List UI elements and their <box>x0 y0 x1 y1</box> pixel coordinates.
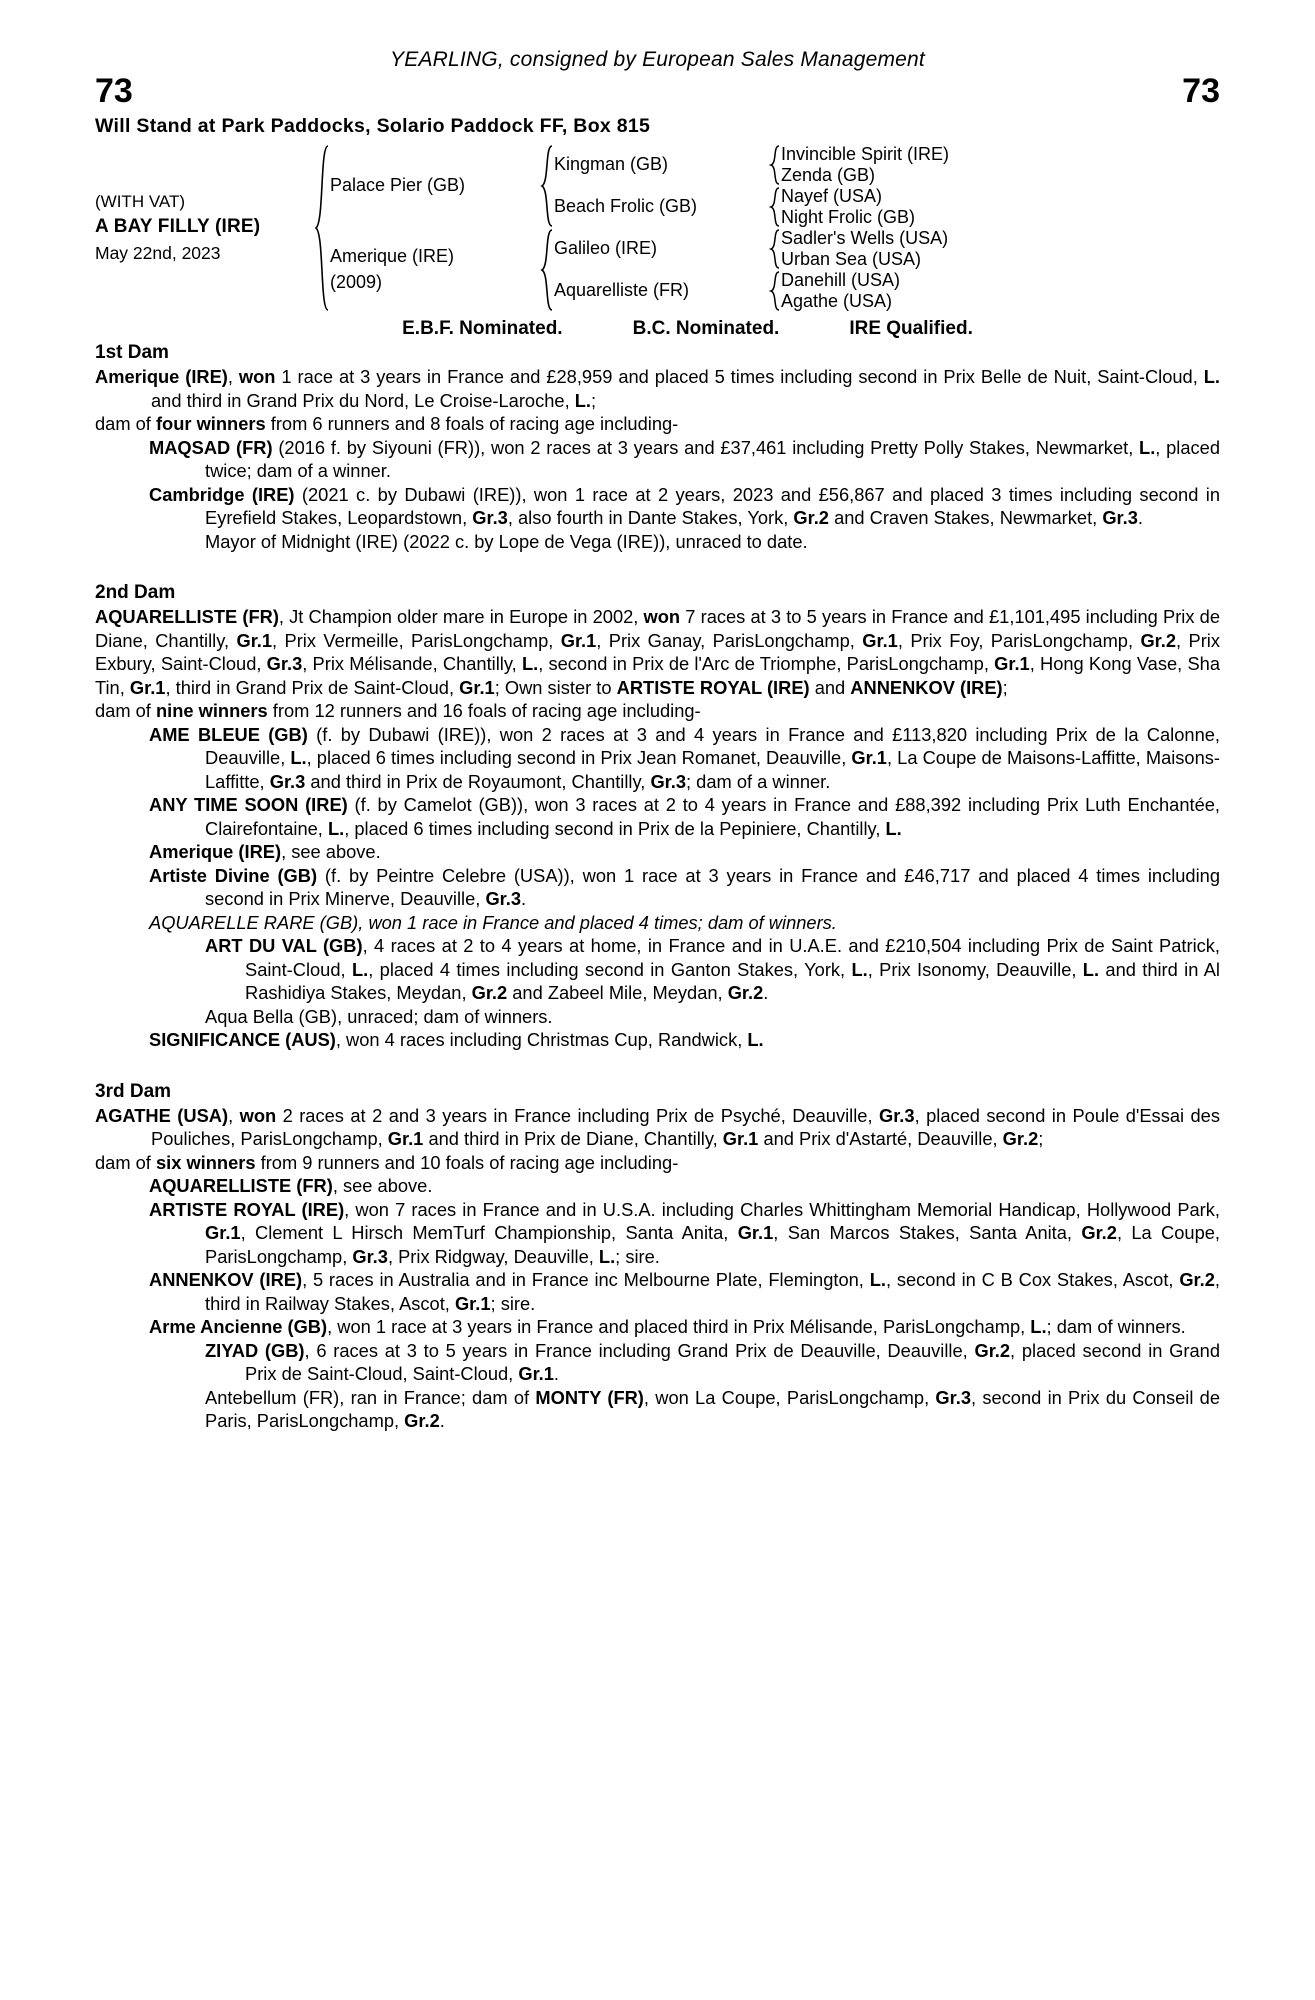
txt: , see above. <box>281 841 381 862</box>
nomination-bc: B.C. Nominated. <box>632 318 780 339</box>
progeny-name: ART DU VAL (GB) <box>205 935 363 956</box>
txt: Gr.2 <box>1179 1269 1215 1290</box>
txt: dam of <box>95 413 156 434</box>
txt: Gr.3 <box>485 888 522 909</box>
txt: Gr.2 <box>793 507 829 528</box>
txt: ARTISTE ROYAL (IRE) <box>616 676 810 698</box>
txt: L. <box>1203 366 1220 387</box>
progeny-name: Cambridge (IRE) <box>149 483 295 505</box>
txt: , Jt Champion older mare in Europe in 2002, <box>278 606 644 627</box>
progeny-entry <box>95 1174 1220 1198</box>
final-note-entry <box>95 1386 1220 1433</box>
txt: six winners <box>155 1151 256 1173</box>
txt: , placed 6 times including second in Prix de la Pepiniere, Chantilly, <box>344 817 886 839</box>
txt: Gr.3 <box>266 653 303 674</box>
txt: L. <box>598 1245 616 1267</box>
txt: Gr.3 <box>269 770 306 792</box>
sub-progeny-entry <box>95 1339 1220 1386</box>
vat-note: (WITH VAT) <box>95 192 186 212</box>
brace-gen2-group <box>540 144 554 312</box>
txt: L. <box>327 817 345 839</box>
nomination-ebf: E.B.F. Nominated. <box>402 318 563 339</box>
txt: and Zabeel Mile, Meydan, <box>507 982 728 1003</box>
progeny-name: ANNENKOV (IRE) <box>149 1269 303 1290</box>
txt: , placed second in Grand Prix de Saint-Cloud, Saint-Cloud, <box>245 1339 1220 1384</box>
txt: and Prix d'Astarté, Deauville, <box>758 1128 1003 1149</box>
txt: , won 1 race in France and placed 4 times; dam of winners. <box>358 911 837 933</box>
txt: dam of <box>95 700 156 721</box>
txt: , placed 4 times including second in Ganton Stakes, York, <box>368 958 852 980</box>
txt: , Prix Mélisande, Chantilly, <box>302 653 522 674</box>
txt: , won 4 races including Christmas Cup, Randwick, <box>335 1029 748 1050</box>
txt: ; dam of winners. <box>1046 1316 1186 1337</box>
txt: Gr.1 <box>851 747 887 768</box>
txt: Gr.3 <box>878 1104 915 1126</box>
third-dam-name: AGATHE (USA) <box>95 1104 229 1126</box>
second-dam-name: AQUARELLISTE (FR) <box>95 606 279 627</box>
txt: . <box>1137 507 1143 528</box>
txt: . <box>553 1363 560 1384</box>
first-dam-name: Amerique (IRE) <box>95 366 228 387</box>
txt: Gr.1 <box>459 676 495 698</box>
txt: , placed twice; dam of a winner. <box>205 436 1221 481</box>
txt: won <box>239 1104 277 1126</box>
txt: ANNENKOV (IRE) <box>850 676 1003 698</box>
pedigree-diagram <box>95 144 1220 312</box>
txt: , placed 6 times including second in Prix Jean Romanet, Deauville, <box>306 747 852 768</box>
g4-name: Danehill (USA) <box>781 269 901 290</box>
txt: Gr.2 <box>727 982 764 1003</box>
txt: Gr.1 <box>236 629 273 651</box>
txt: , 5 races in Australia and in France inc Melbourne Plate, Flemington, <box>302 1269 870 1290</box>
txt: , second in Prix du Conseil de Paris, ParisLongchamp, <box>205 1386 1220 1431</box>
second-dam-lead <box>95 605 1220 699</box>
txt: ; Own sister to <box>494 676 617 698</box>
txt: and third in Grand Prix du Nord, Le Croise-Laroche, <box>151 389 575 411</box>
txt: L. <box>851 958 868 980</box>
brace-g3-1 <box>769 144 781 186</box>
progeny-entry <box>95 793 1220 840</box>
txt: L. <box>1030 1316 1047 1337</box>
generation-3 <box>554 144 769 312</box>
txt: L. <box>1082 958 1100 980</box>
first-dam-heading: 1st Dam <box>95 342 169 363</box>
brace-gen1 <box>314 144 330 312</box>
txt: Gr.2 <box>974 1339 1011 1361</box>
txt: , second in Prix de l'Arc de Triomphe, ParisLongchamp, <box>538 653 995 674</box>
txt: won <box>643 606 681 627</box>
progeny-name: Arme Ancienne (GB) <box>149 1316 328 1337</box>
txt: . <box>439 1410 445 1431</box>
txt: ; sire. <box>490 1292 536 1314</box>
txt: ; <box>1038 1128 1044 1149</box>
progeny-name: AQUARELLISTE (FR) <box>149 1175 333 1196</box>
g4-name: Invincible Spirit (IRE) <box>781 143 950 164</box>
progeny-entry <box>95 483 1220 530</box>
dam-sire-name: Galileo (IRE) <box>554 238 658 259</box>
lot-number-row <box>95 72 1220 111</box>
txt: , won La Coupe, ParisLongchamp, <box>643 1386 936 1408</box>
txt: Gr.2 <box>1081 1222 1117 1243</box>
progeny-name: MAQSAD (FR) <box>149 436 273 458</box>
txt: , third in Grand Prix de Saint-Cloud, <box>165 676 460 698</box>
txt: , <box>228 1104 240 1126</box>
txt: Gr.1 <box>862 629 898 651</box>
txt: ; sire. <box>615 1245 660 1267</box>
txt: Gr.3 <box>650 770 687 792</box>
generation-4 <box>781 144 1021 312</box>
txt: , San Marcos Stakes, Santa Anita, <box>773 1222 1082 1243</box>
txt: . <box>521 888 527 909</box>
txt: L. <box>747 1029 764 1050</box>
nomination-ire: IRE Qualified. <box>849 318 973 339</box>
txt: , Prix Foy, ParisLongchamp, <box>897 629 1141 651</box>
subject-name: A BAY FILLY (IRE) <box>95 216 261 238</box>
txt: L. <box>1139 436 1156 458</box>
txt: , 6 races at 3 to 5 years in France including Grand Prix de Deauville, Deauville, <box>304 1339 975 1361</box>
txt: ; dam of a winner. <box>686 770 831 792</box>
g4-name: Sadler's Wells (USA) <box>781 227 949 248</box>
txt: and third in Prix de Royaumont, Chantilly, <box>305 770 651 792</box>
txt: , won 1 race at 3 years in France and placed third in Prix Mélisande, ParisLongchamp, <box>327 1316 1031 1337</box>
stand-location-line: Will Stand at Park Paddocks, Solario Paddock FF, Box 815 <box>95 115 651 137</box>
txt: won <box>238 366 276 387</box>
txt: (f. by Dubawi (IRE)), won 2 races at 3 and 4 years in France and £113,820 including Prix de la Calonne, Deauville, <box>205 723 1220 768</box>
brace-g3-3 <box>769 228 781 270</box>
txt: , La Coupe de Maisons-Laffitte, Maisons-Laffitte, <box>205 747 1220 792</box>
txt: , La Coupe, ParisLongchamp, <box>205 1222 1220 1267</box>
progeny-name: SIGNIFICANCE (AUS) <box>149 1029 336 1050</box>
sub-progeny-entry <box>95 934 1220 1005</box>
g4-name: Agathe (USA) <box>781 290 893 311</box>
progeny-name: AQUARELLE RARE (GB) <box>149 911 359 933</box>
txt: Gr.2 <box>1002 1128 1039 1149</box>
progeny-name: ARTISTE ROYAL (IRE) <box>149 1198 345 1220</box>
txt: nine winners <box>155 700 268 721</box>
progeny-name: Amerique (IRE) <box>149 841 282 862</box>
txt: (2021 c. by Dubawi (IRE)), won 1 race at 2 years, 2023 and £56,867 and placed 3 times including second in Eyrefield Stakes, Leopardstown, <box>205 483 1220 528</box>
txt: , Prix Ganay, ParisLongchamp, <box>596 629 863 651</box>
dam-block <box>330 228 540 312</box>
txt: Gr.2 <box>471 982 508 1003</box>
dam-year: (2009) <box>330 272 383 292</box>
txt: , won 7 races in France and in U.S.A. including Charles Whittingham Memorial Handicap, Hollywood Park, <box>344 1198 1220 1220</box>
txt: from 6 runners and 8 foals of racing age including- <box>265 413 679 434</box>
txt: 1 race at 3 years in France and £28,959 and placed 5 times including second in Prix Belle de Nuit, Saint-Cloud, <box>275 366 1204 387</box>
brace-sire <box>540 144 554 228</box>
g4-name: Nayef (USA) <box>781 185 883 206</box>
txt: L. <box>885 817 902 839</box>
txt: Gr.2 <box>404 1410 440 1431</box>
txt: from 9 runners and 10 foals of racing age including- <box>255 1151 679 1173</box>
page-header-title: YEARLING, consigned by European Sales Management <box>390 48 925 71</box>
txt: , also fourth in Dante Stakes, York, <box>507 507 794 528</box>
txt: , Hong Kong Vase, Sha Tin, <box>95 653 1220 698</box>
lot-number-right: 73 <box>1182 72 1220 110</box>
txt: , <box>227 366 239 387</box>
txt: ; <box>1002 676 1008 698</box>
progeny-italic-entry <box>95 911 1220 935</box>
txt: , placed second in Poule d'Essai des Pouliches, ParisLongchamp, <box>151 1104 1220 1149</box>
txt: Gr.1 <box>994 653 1030 674</box>
txt: from 12 runners and 16 foals of racing age including- <box>267 700 701 721</box>
txt: Gr.1 <box>129 676 166 698</box>
txt: L. <box>351 958 369 980</box>
brace-gen3-group <box>769 144 781 312</box>
progeny-entry <box>95 1315 1220 1339</box>
txt: , Prix Ridgway, Deauville, <box>387 1245 599 1267</box>
progeny-entry <box>95 864 1220 911</box>
txt: and third in Al Rashidiya Stakes, Meydan, <box>245 958 1220 1003</box>
third-dam-lead <box>95 1104 1220 1151</box>
txt: , Clement L Hirsch MemTurf Championship, Santa Anita, <box>240 1222 738 1243</box>
progeny-plain-entry: Mayor of Midnight (IRE) (2022 c. by Lope de Vega (IRE)), unraced to date. <box>205 530 808 552</box>
txt: dam of <box>95 1151 156 1173</box>
txt: Gr.1 <box>205 1222 241 1243</box>
brace-dam <box>540 228 554 312</box>
generation-2 <box>330 144 540 312</box>
brace-g3-4 <box>769 270 781 312</box>
third-dam-heading: 3rd Dam <box>95 1080 172 1102</box>
subject-dob: May 22nd, 2023 <box>95 243 221 264</box>
g4-name: Night Frolic (GB) <box>781 206 916 227</box>
txt: L. <box>290 747 307 768</box>
progeny-entry <box>95 1028 1220 1052</box>
txt: four winners <box>155 413 266 434</box>
progeny-name: ZIYAD (GB) <box>205 1339 305 1361</box>
txt: Gr.3 <box>472 507 508 528</box>
lot-number-left: 73 <box>95 72 133 110</box>
txt: 2 races at 2 and 3 years in France including Prix de Psyché, Deauville, <box>276 1104 879 1126</box>
txt: Gr.2 <box>1140 629 1177 651</box>
brace-g3-2 <box>769 186 781 228</box>
txt: , Prix Vermeille, ParisLongchamp, <box>272 629 561 651</box>
txt: , see above. <box>332 1175 433 1196</box>
second-dam-heading: 2nd Dam <box>95 582 176 603</box>
progeny-name: AME BLEUE (GB) <box>149 723 308 745</box>
first-dam-lead <box>95 365 1220 412</box>
txt: Antebellum (FR), ran in France; dam of <box>205 1386 536 1408</box>
txt: , 4 races at 2 to 4 years at home, in France and in U.A.E. and £210,504 including Prix de Saint Patrick, Saint-Cloud, <box>245 935 1220 980</box>
txt: , Prix Isonomy, Deauville, <box>867 958 1083 980</box>
txt: , Prix Exbury, Saint-Cloud, <box>95 629 1220 674</box>
progeny-entry <box>95 723 1220 794</box>
nominations-row <box>95 318 1220 340</box>
progeny-plain-entry: Aqua Bella (GB), unraced; dam of winners. <box>205 1005 553 1027</box>
first-dam-damof <box>95 412 1220 436</box>
sire-dam-name: Beach Frolic (GB) <box>554 196 698 217</box>
progeny-entry <box>95 840 1220 864</box>
dam-dam-name: Aquarelliste (FR) <box>554 280 690 301</box>
txt: , second in C B Cox Stakes, Ascot, <box>885 1269 1180 1290</box>
txt: Gr.3 <box>352 1245 388 1267</box>
txt: Gr.3 <box>1102 507 1138 528</box>
txt: MONTY (FR) <box>535 1386 644 1408</box>
txt: Gr.1 <box>454 1292 491 1314</box>
sire-name: Palace Pier (GB) <box>330 175 466 196</box>
txt: Gr.1 <box>737 1222 774 1243</box>
third-dam-damof <box>95 1151 1220 1175</box>
txt: ; <box>590 389 597 411</box>
txt: and Craven Stakes, Newmarket, <box>828 507 1103 528</box>
dam-name: Amerique (IRE) <box>330 246 455 267</box>
txt: L. <box>521 653 539 674</box>
txt: L. <box>574 389 591 411</box>
txt: and <box>809 676 851 698</box>
progeny-name: ANY TIME SOON (IRE) <box>149 794 348 815</box>
txt: (2016 f. by Siyouni (FR)), won 2 races at 3 years and £37,461 including Pretty Polly Stakes, Newmarket, <box>272 436 1140 458</box>
txt: Gr.3 <box>935 1386 971 1408</box>
g4-name: Zenda (GB) <box>781 164 876 185</box>
txt: (f. by Peintre Celebre (USA)), won 1 race at 3 years in France and £46,717 and placed 4 times including second in Prix Minerve, Deauville, <box>205 864 1220 909</box>
txt: Gr.1 <box>518 1363 554 1384</box>
txt: Gr.1 <box>387 1128 424 1149</box>
progeny-entry <box>95 1198 1220 1269</box>
progeny-entry <box>95 1268 1220 1315</box>
txt: (f. by Camelot (GB)), won 3 races at 2 to 4 years in France and £88,392 including Prix Luth Enchantée, Clairefontaine, <box>205 794 1220 839</box>
txt: L. <box>869 1269 886 1290</box>
txt: Gr.1 <box>560 629 597 651</box>
txt: , third in Railway Stakes, Ascot, <box>205 1269 1220 1314</box>
subject-block <box>95 190 314 266</box>
txt: . <box>763 982 769 1003</box>
txt: Gr.1 <box>722 1128 759 1149</box>
second-dam-damof <box>95 699 1220 723</box>
progeny-name: Artiste Divine (GB) <box>149 864 318 886</box>
sire-sire-name: Kingman (GB) <box>554 154 669 175</box>
txt: 7 races at 3 to 5 years in France and £1,101,495 including Prix de Diane, Chantilly, <box>95 606 1220 651</box>
progeny-entry <box>95 436 1220 483</box>
g4-name: Urban Sea (USA) <box>781 248 922 269</box>
txt: and third in Prix de Diane, Chantilly, <box>423 1128 723 1149</box>
